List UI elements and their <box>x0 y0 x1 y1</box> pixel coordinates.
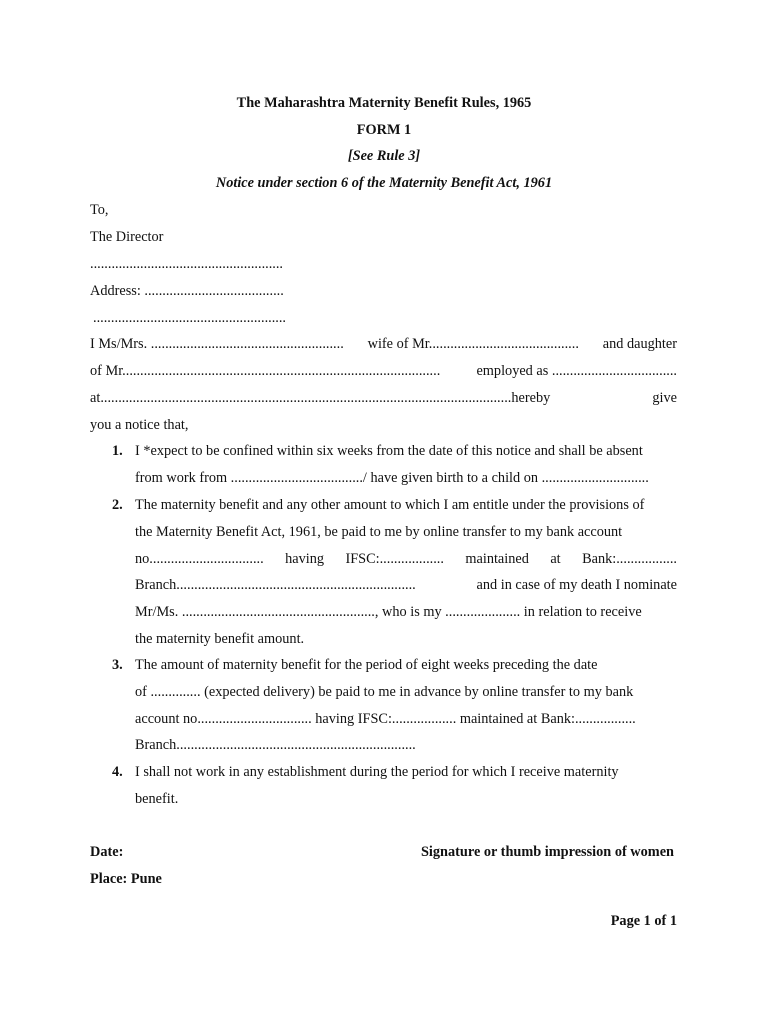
item-line-segment: maintained <box>465 551 529 567</box>
item-number: 3. <box>112 657 123 673</box>
item-line-segment: the Maternity Benefit Act, 1961, be paid to me by online transfer to my bank account <box>135 524 623 540</box>
item-line <box>135 603 677 621</box>
item-line-segment: Branch................................................................... <box>135 577 416 593</box>
item-line <box>135 683 677 701</box>
item-line-segment: I *expect to be confined within six weeks from the date of this notice and shall be absent <box>135 443 643 459</box>
item-line-segment: I shall not work in any establishment during the period for which I receive maternity <box>135 764 619 780</box>
item-line <box>135 790 677 808</box>
intro-line <box>90 362 677 380</box>
intro-line-segment: at...................................................................................................................hereby <box>90 390 551 406</box>
item-line-segment: Mr/Ms. ......................................................, who is my ..................... in relation to receive <box>135 604 642 620</box>
form-number: FORM 1 <box>356 122 412 138</box>
intro-line-segment: of Mr......................................................................................... <box>90 363 441 379</box>
item-line <box>135 656 677 674</box>
item-number: 4. <box>112 764 123 780</box>
item-line-segment: benefit. <box>135 791 179 807</box>
page-number: Page 1 of 1 <box>610 913 677 929</box>
address-blank-line: ...................................................... <box>90 256 284 272</box>
signature-label: Signature or thumb impression of women <box>420 844 674 860</box>
intro-line-segment: wife of Mr.......................................... <box>367 336 579 352</box>
item-number: 2. <box>112 497 123 513</box>
intro-line-segment: and daughter <box>602 336 677 352</box>
item-line <box>135 523 677 541</box>
item-line <box>135 576 677 594</box>
intro-line-segment: give <box>652 390 677 406</box>
item-line <box>135 469 677 487</box>
item-line-segment: The maternity benefit and any other amount to which I am entitle under the provisions of <box>135 497 645 513</box>
item-line-segment: The amount of maternity benefit for the period of eight weeks preceding the date <box>135 657 598 673</box>
item-line-segment: and in case of my death I nominate <box>476 577 677 593</box>
address-blank-line-2: ...................................................... <box>93 310 287 326</box>
item-line-segment: the maternity benefit amount. <box>135 631 305 647</box>
item-line-segment: IFSC:.................. <box>345 551 444 567</box>
notice-title: Notice under section 6 of the Maternity Benefit Act, 1961 <box>215 175 553 191</box>
item-line-segment: Bank:................. <box>582 551 677 567</box>
item-line-segment: at <box>550 551 561 567</box>
item-line-segment: of .............. (expected delivery) be paid to me in advance by online transfer to my bank <box>135 684 634 700</box>
item-line-segment: having <box>285 551 325 567</box>
intro-line <box>90 335 677 353</box>
item-line-segment: Branch................................................................... <box>135 737 416 753</box>
item-line <box>135 630 677 648</box>
item-number: 1. <box>112 443 123 459</box>
item-line <box>135 763 677 781</box>
rule-reference: [See Rule 3] <box>347 148 421 164</box>
place-label: Place: Pune <box>90 871 162 887</box>
item-line <box>135 710 677 728</box>
address-line: Address: ....................................... <box>90 283 284 299</box>
address-director: The Director <box>90 229 164 245</box>
intro-line: you a notice that, <box>90 417 189 433</box>
item-line <box>135 442 677 460</box>
item-line <box>135 736 677 754</box>
intro-line-segment: employed as ................................... <box>476 363 677 379</box>
intro-line-segment: I Ms/Mrs. ...................................................... <box>90 336 344 352</box>
item-line-segment: from work from ...................................../ have given birth to a child on .............................. <box>135 470 649 486</box>
date-label: Date: <box>90 844 124 860</box>
item-line-segment: no................................ <box>135 551 264 567</box>
address-to: To, <box>90 202 109 218</box>
item-line <box>135 496 677 514</box>
intro-line <box>90 389 677 407</box>
rules-title: The Maharashtra Maternity Benefit Rules, 1965 <box>236 95 532 111</box>
item-line-segment: account no................................ having IFSC:.................. maintained at Bank:................. <box>135 711 636 727</box>
item-line <box>135 550 677 568</box>
